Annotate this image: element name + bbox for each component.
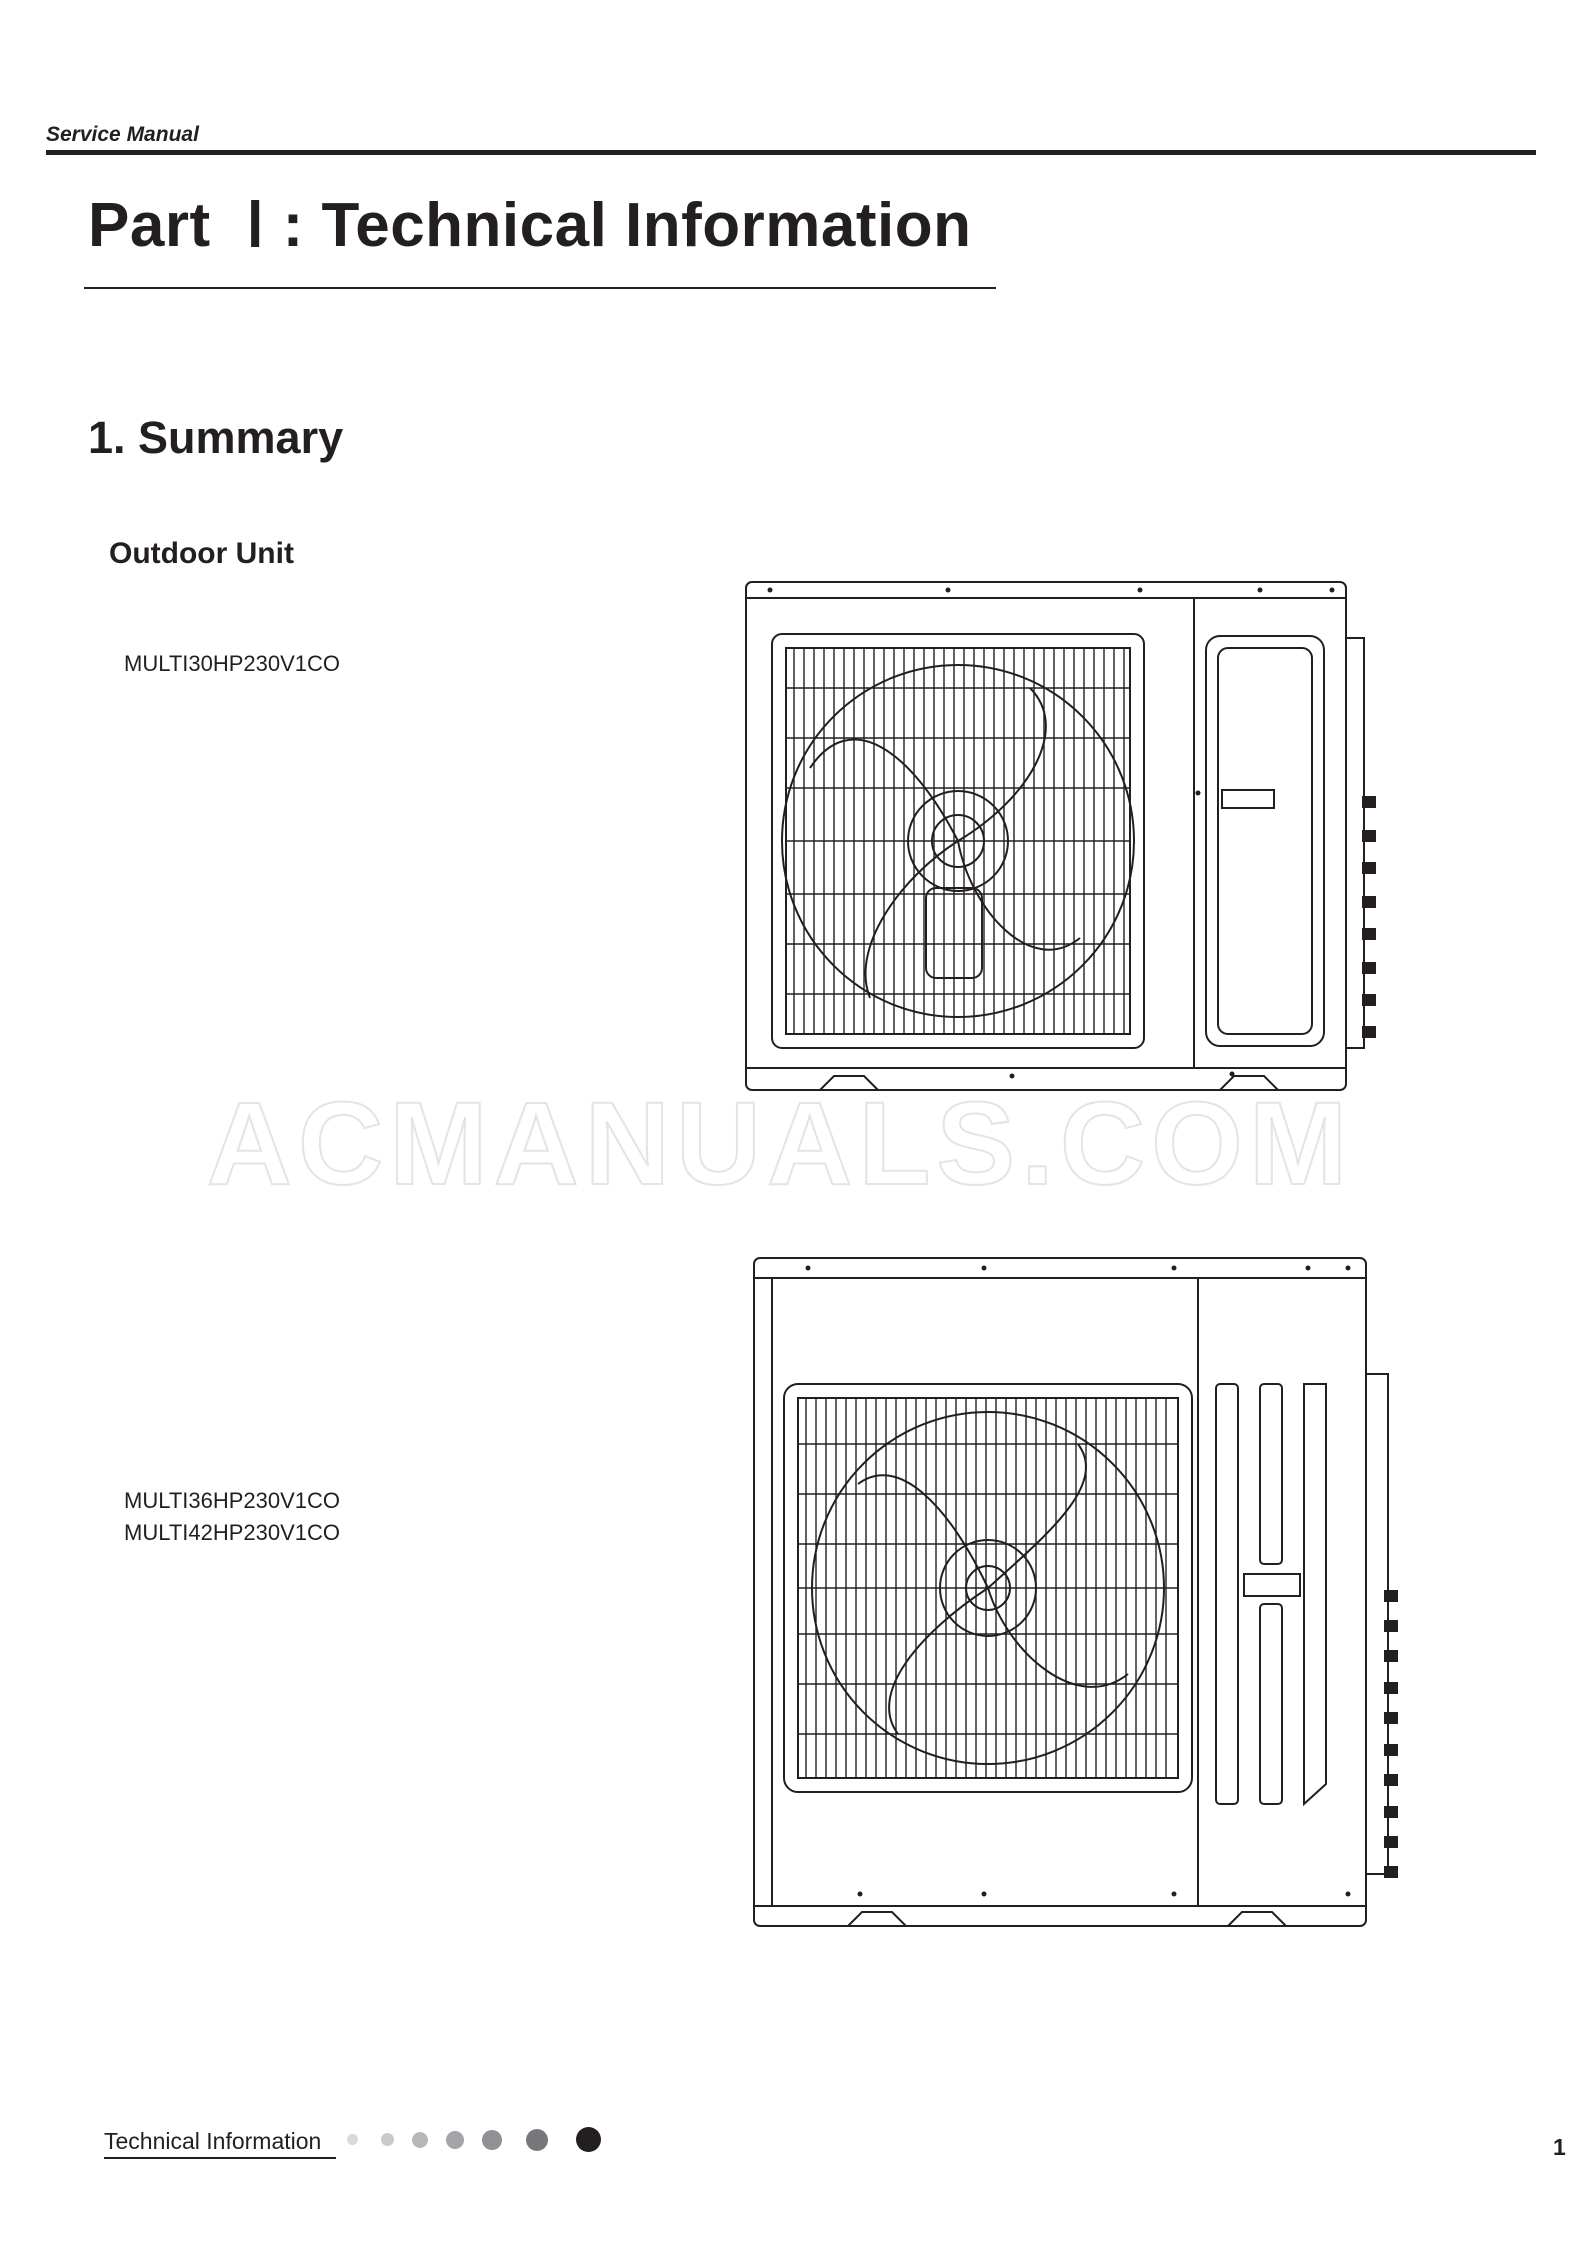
- subsection-title: Outdoor Unit: [109, 537, 294, 570]
- progress-dot: [381, 2133, 394, 2146]
- progress-dot: [446, 2131, 464, 2149]
- outdoor-unit-drawing-large: [748, 1254, 1418, 1940]
- part-title: Part Ⅰ : Technical Information: [88, 191, 972, 260]
- progress-dot: [347, 2134, 358, 2145]
- model-label: MULTI36HP230V1CO: [124, 1488, 341, 1513]
- header-label: Service Manual: [46, 123, 199, 146]
- page-number: 1: [1553, 2134, 1566, 2160]
- footer-label: Technical Information: [104, 2128, 322, 2154]
- model-label: MULTI42HP230V1CO: [124, 1520, 341, 1545]
- section-title: 1. Summary: [88, 412, 344, 463]
- outdoor-unit-drawing-small: [740, 578, 1416, 1098]
- model-label: MULTI30HP230V1CO: [124, 651, 341, 676]
- watermark: ACMANUALS.COM: [206, 1078, 1354, 1210]
- progress-dot: [482, 2130, 502, 2150]
- progress-dot: [412, 2132, 428, 2148]
- header-rule: [46, 150, 1536, 155]
- title-rule: [84, 287, 996, 289]
- progress-dot: [526, 2129, 548, 2151]
- footer-rule: [104, 2157, 336, 2159]
- progress-dot: [576, 2127, 601, 2152]
